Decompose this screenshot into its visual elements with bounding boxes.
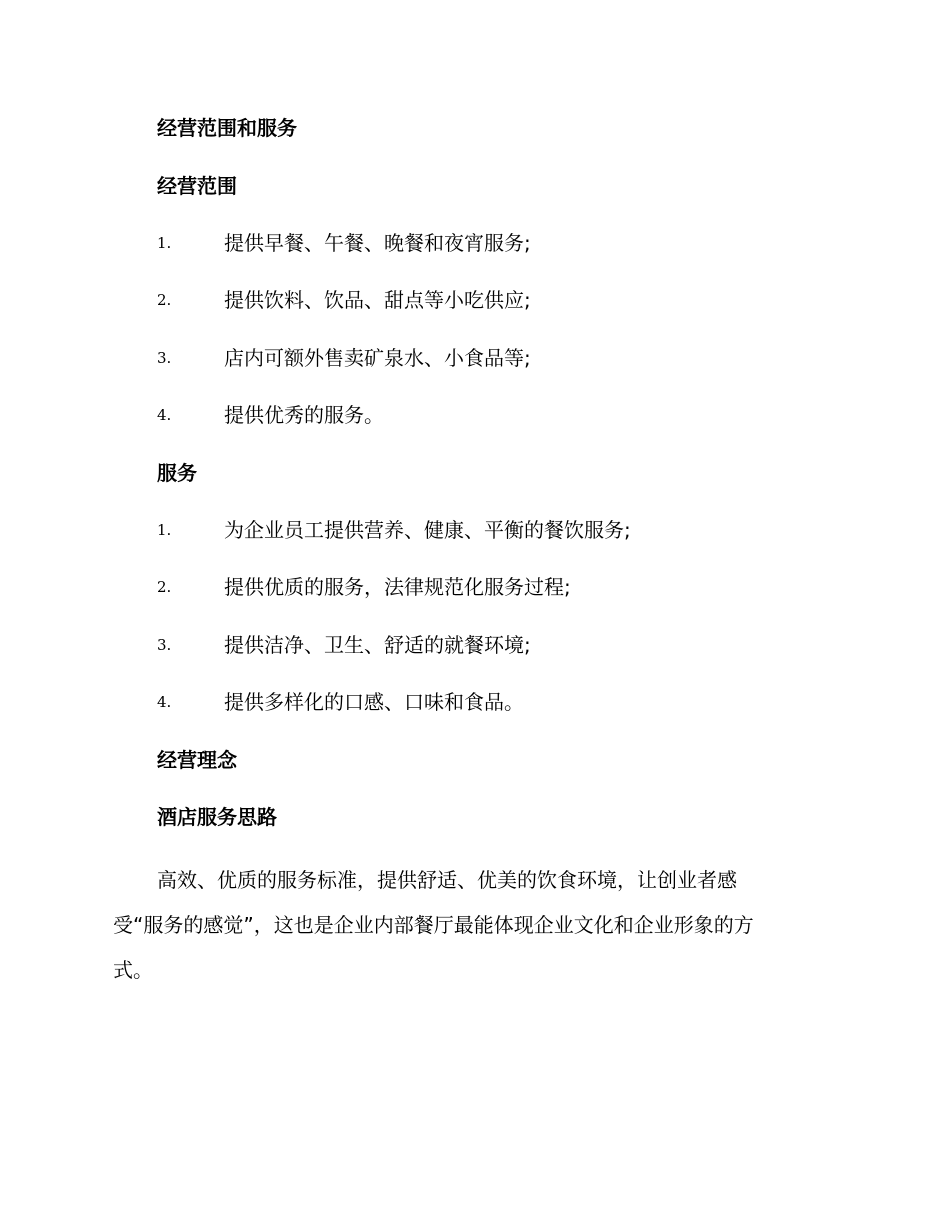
section-heading-service: 服务 (157, 461, 197, 485)
document-title: 经营范围和服务 (157, 116, 297, 140)
list-item-number: 3. (157, 636, 172, 654)
list-item-number: 2. (157, 578, 172, 596)
list-item-text: 提供优秀的服务。 (224, 403, 384, 427)
paragraph-line: 高效、优质的服务标准，提供舒适、优美的饮食环境，让创业者感 (157, 868, 737, 892)
list-item (0, 286, 950, 314)
paragraph-line: 式。 (113, 958, 153, 982)
list-item (0, 229, 950, 257)
list-item-text: 店内可额外售卖矿泉水、小食品等; (224, 346, 531, 370)
list-item-number: 1. (157, 234, 172, 252)
list-item-text: 提供早餐、午餐、晚餐和夜宵服务; (224, 231, 531, 255)
section-heading-scope: 经营范围 (157, 174, 237, 198)
list-item (0, 344, 950, 372)
subsection-heading: 酒店服务思路 (157, 805, 277, 829)
list-item-number: 1. (157, 521, 172, 539)
body-paragraph (113, 858, 833, 993)
list-item (0, 401, 950, 429)
list-item (0, 688, 950, 716)
list-item (0, 516, 950, 544)
list-item (0, 631, 950, 659)
section-heading-philosophy: 经营理念 (157, 748, 237, 772)
list-item-text: 提供优质的服务，法律规范化服务过程; (224, 575, 571, 599)
list-item-text: 提供洁净、卫生、舒适的就餐环境; (224, 633, 531, 657)
list-item-text: 提供多样化的口感、口味和食品。 (224, 690, 524, 714)
list-item-number: 4. (157, 406, 172, 424)
list-item-number: 2. (157, 291, 172, 309)
list-item-number: 3. (157, 349, 172, 367)
list-item (0, 573, 950, 601)
paragraph-line: 受“服务的感觉”，这也是企业内部餐厅最能体现企业文化和企业形象的方 (113, 913, 754, 937)
list-item-text: 为企业员工提供营养、健康、平衡的餐饮服务; (224, 518, 631, 542)
list-item-number: 4. (157, 693, 172, 711)
list-item-text: 提供饮料、饮品、甜点等小吃供应; (224, 288, 531, 312)
